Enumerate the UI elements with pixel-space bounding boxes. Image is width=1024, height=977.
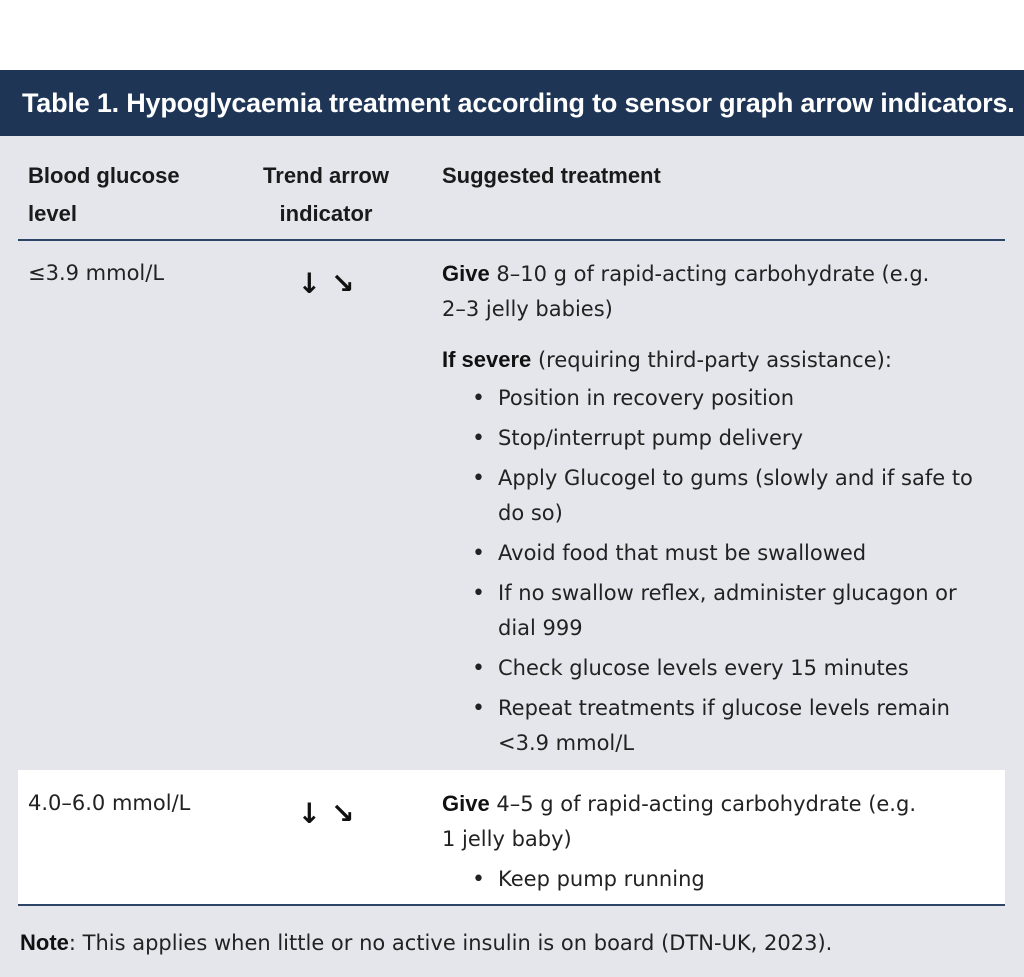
list-item: • Keep pump running <box>470 862 1000 897</box>
table-title: Table 1. Hypoglycaemia treatment according to sensor graph arrow indicators. <box>0 70 1024 136</box>
row2-trend-arrows-icon: ↓ ↘ <box>297 797 355 830</box>
row1-give-instruction: Give 8–10 g of rapid-acting carbohydrate (e.g. 2–3 jelly babies) <box>442 261 930 321</box>
list-item: • Apply Glucogel to gums (slowly and if safe to do so) <box>470 461 1000 531</box>
table-bottom-divider <box>18 904 1005 906</box>
header-trend-arrow-indicator: Trend arrow indicator <box>263 163 389 226</box>
row1-trend-arrows-icon: ↓ ↘ <box>297 267 355 300</box>
list-item: • Stop/interrupt pump delivery <box>470 421 1000 456</box>
list-item: • Repeat treatments if glucose levels remain <3.9 mmol/L <box>470 691 1000 761</box>
row2-steps-list <box>470 862 1000 897</box>
list-item: • Position in recovery position <box>470 381 1000 416</box>
table-note: Note: This applies when little or no active insulin is on board (DTN-UK, 2023). <box>20 930 833 955</box>
list-item: • Check glucose levels every 15 minutes <box>470 651 1000 686</box>
list-item: • If no swallow reflex, administer glucagon or dial 999 <box>470 576 1000 646</box>
row1-severe-instruction: If severe (requiring third-party assistance): <box>442 347 892 372</box>
header-suggested-treatment: Suggested treatment <box>442 163 661 188</box>
header-divider <box>18 239 1005 241</box>
row2-glucose-level: 4.0–6.0 mmol/L <box>28 791 191 815</box>
header-blood-glucose-level: Blood glucose level <box>28 163 180 226</box>
row1-glucose-level: ≤3.9 mmol/L <box>28 261 165 285</box>
row2-give-instruction: Give 4–5 g of rapid-acting carbohydrate (e.g. 1 jelly baby) <box>442 791 916 851</box>
row1-severe-steps-list <box>470 381 1000 766</box>
list-item: • Avoid food that must be swallowed <box>470 536 1000 571</box>
